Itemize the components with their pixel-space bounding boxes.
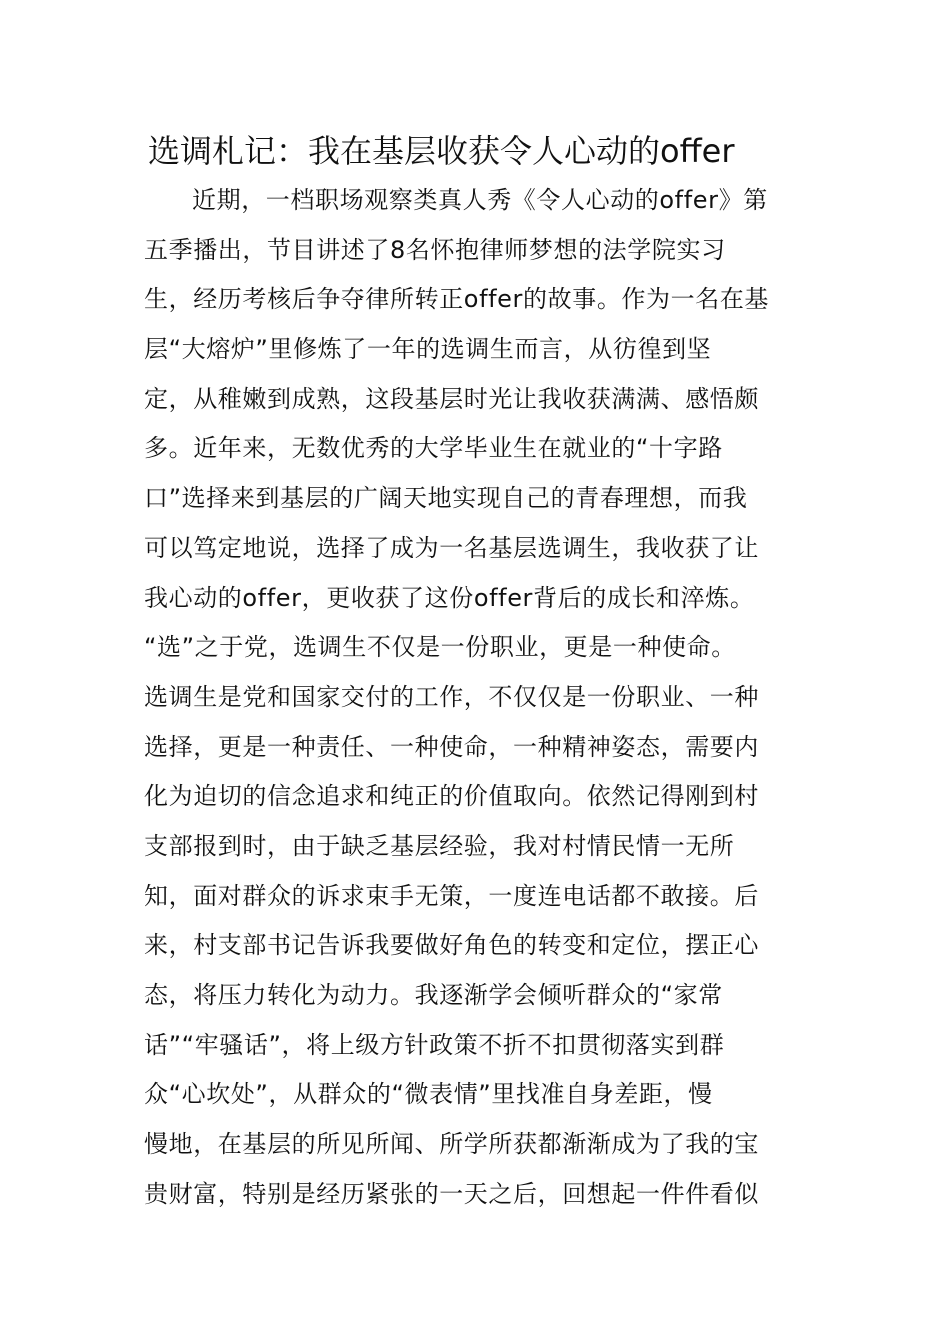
paragraph-line: 可以笃定地说，选择了成为一名基层选调生，我收获了让 (144, 533, 759, 562)
paragraph-line: 贵财富，特别是经历紧张的一天之后，回想起一件件看似 (144, 1179, 759, 1208)
paragraph-line: 选择，更是一种责任、一种使命，一种精神姿态，需要内 (144, 732, 759, 761)
paragraph-line: 知，面对群众的诉求束手无策，一度连电话都不敢接。后 (144, 881, 759, 910)
paragraph-line: 话”“牢骚话”，将上级方针政策不折不扣贯彻落实到群 (144, 1030, 725, 1059)
paragraph-line: 化为迫切的信念追求和纯正的价值取向。依然记得刚到村 (144, 782, 759, 811)
paragraph-line: 五季播出，节目讲述了8名怀抱律师梦想的法学院实习 (144, 235, 726, 264)
paragraph-line: 来，村支部书记告诉我要做好角色的转变和定位，摆正心 (144, 931, 759, 960)
paragraph-line: 支部报到时，由于缺乏基层经验，我对村情民情一无所 (144, 831, 735, 860)
paragraph-line: 近期，一档职场观察类真人秀《令人心动的offer》第 (192, 186, 768, 214)
paragraph-line: 生，经历考核后争夺律所转正offer的故事。作为一名在基 (144, 285, 770, 314)
paragraph-line: 定，从稚嫩到成熟，这段基层时光让我收获满满、感悟颇 (144, 384, 759, 413)
document-body (144, 176, 824, 1219)
paragraph-line: 口”选择来到基层的广阔天地实现自己的青春理想，而我 (144, 484, 748, 513)
paragraph-line: 态，将压力转化为动力。我逐渐学会倾听群众的“家常 (144, 981, 723, 1009)
paragraph-line: 我心动的offer，更收获了这份offer背后的成长和淬炼。 (144, 583, 755, 612)
paragraph-line: 众“心坎处”，从群众的“微表情”里找准自身差距，慢 (144, 1080, 713, 1109)
paragraph-line: 选调生是党和国家交付的工作，不仅仅是一份职业、一种 (144, 682, 759, 711)
document-title: 选调札记：我在基层收获令人心动的offer (148, 132, 735, 170)
paragraph-line: 层“大熔炉”里修炼了一年的选调生而言，从彷徨到坚 (144, 335, 712, 364)
paragraph-line: 多。近年来，无数优秀的大学毕业生在就业的“十字路 (144, 434, 723, 463)
paragraph-line: 慢地，在基层的所见所闻、所学所获都渐渐成为了我的宝 (144, 1130, 759, 1159)
section-heading-line: “选”之于党，选调生不仅是一份职业，更是一种使命。 (144, 633, 736, 662)
